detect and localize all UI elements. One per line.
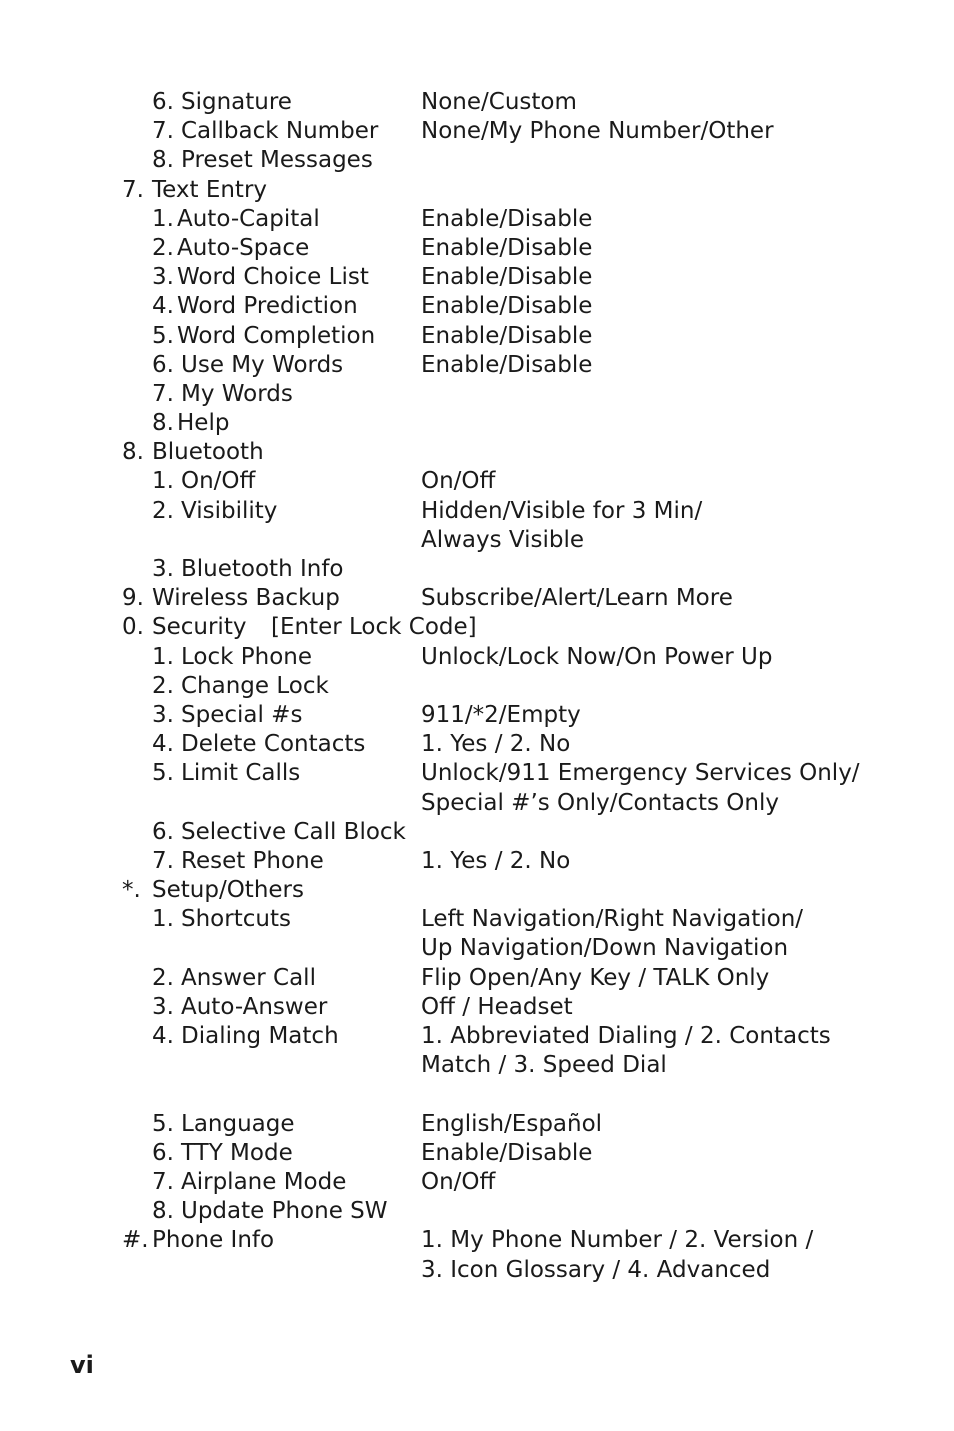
blank-row — [0, 1080, 954, 1109]
menu-item-number: 6. — [152, 1139, 174, 1166]
menu-item-label: Auto-Space — [177, 234, 310, 261]
menu-item-number: 7. — [152, 118, 174, 145]
menu-item-label: Language — [181, 1110, 295, 1137]
menu-section-row — [0, 1226, 954, 1255]
menu-item-options: Unlock/911 Emergency Services Only/ — [421, 760, 860, 787]
menu-item-options: 911/*2/Empty — [421, 701, 581, 728]
menu-item-row — [0, 993, 954, 1022]
menu-item-number: 8. — [152, 147, 174, 174]
menu-item-label: Selective Call Block — [181, 818, 406, 845]
menu-item-options: On/Off — [421, 468, 496, 495]
menu-item-number: 5. — [152, 322, 174, 349]
menu-item-options: 1. My Phone Number / 2. Version / — [421, 1227, 814, 1254]
menu-item-row — [0, 701, 954, 730]
menu-item-row — [0, 643, 954, 672]
menu-item-row — [0, 292, 954, 321]
menu-item-options: 3. Icon Glossary / 4. Advanced — [421, 1256, 771, 1283]
menu-item-label: Auto-Answer — [181, 993, 328, 1020]
menu-item-label: My Words — [181, 380, 293, 407]
menu-item-label: Delete Contacts — [181, 731, 366, 758]
menu-item-options: None/My Phone Number/Other — [421, 118, 774, 145]
menu-item-number: 7. — [152, 847, 174, 874]
menu-item-row — [0, 467, 954, 496]
menu-item-number: *. — [122, 877, 141, 904]
menu-item-number: 2. — [152, 672, 174, 699]
menu-item-options: Match / 3. Speed Dial — [421, 1052, 667, 1079]
menu-item-options: Enable/Disable — [421, 293, 593, 320]
menu-item-number: 1. — [152, 643, 174, 670]
menu-item-options: Unlock/Lock Now/On Power Up — [421, 643, 773, 670]
menu-item-row — [0, 1110, 954, 1139]
menu-item-label: On/Off — [181, 468, 256, 495]
menu-item-label: Reset Phone — [181, 847, 324, 874]
menu-item-number: 8. — [152, 410, 174, 437]
menu-item-row — [0, 497, 954, 526]
menu-item-label: Bluetooth Info — [181, 556, 344, 582]
menu-item-number: 6. — [152, 89, 174, 115]
page-number: vi — [70, 1351, 94, 1379]
menu-item-number: 6. — [152, 818, 174, 845]
menu-item-options: English/Español — [421, 1110, 603, 1137]
menu-item-row — [0, 847, 954, 876]
menu-item-label: Update Phone SW — [181, 1198, 388, 1225]
menu-item-options: Special #’s Only/Contacts Only — [421, 789, 779, 816]
menu-item-number: 7. — [122, 176, 144, 203]
menu-item-row — [0, 964, 954, 993]
menu-item-row — [0, 322, 954, 351]
menu-item-label: Text Entry — [152, 176, 268, 203]
menu-item-label: Wireless Backup — [152, 585, 340, 612]
menu-item-label: Auto-Capital — [177, 205, 320, 232]
menu-item-label: Word Choice List — [177, 264, 369, 291]
menu-item-label: Special #s — [181, 701, 303, 728]
menu-item-label: Shortcuts — [181, 906, 291, 933]
menu-item-options: Flip Open/Any Key / TALK Only — [421, 964, 770, 991]
menu-item-label: Answer Call — [181, 964, 316, 991]
menu-item-number: 7. — [152, 380, 174, 407]
menu-section-row — [0, 584, 954, 613]
menu-item-row — [0, 730, 954, 759]
menu-item-number: 4. — [152, 731, 174, 758]
menu-item-row — [0, 351, 954, 380]
menu-item-options: Enable/Disable — [421, 234, 593, 261]
menu-item-options: On/Off — [421, 1168, 496, 1195]
menu-value-continuation — [0, 1051, 954, 1080]
menu-item-label: Preset Messages — [181, 147, 373, 174]
menu-item-label: Airplane Mode — [181, 1168, 347, 1195]
menu-item-note: [Enter Lock Code] — [271, 614, 477, 641]
menu-item-number: 1. — [152, 468, 174, 495]
menu-item-options: 1. Yes / 2. No — [421, 847, 571, 874]
menu-item-number: 4. — [152, 1023, 174, 1049]
menu-item-number: 2. — [152, 234, 174, 261]
menu-item-number: 8. — [152, 1198, 174, 1225]
menu-item-options: Always Visible — [421, 526, 585, 553]
menu-item-label: Lock Phone — [181, 643, 313, 670]
menu-item-row — [0, 409, 954, 438]
menu-item-row — [0, 759, 954, 788]
menu-item-options: Subscribe/Alert/Learn More — [421, 585, 733, 612]
menu-item-number: 2. — [152, 497, 174, 524]
menu-item-row — [0, 117, 954, 146]
menu-item-options: Hidden/Visible for 3 Min/ — [421, 497, 703, 524]
menu-item-row — [0, 205, 954, 234]
menu-item-number: 3. — [152, 556, 174, 582]
menu-item-label: Signature — [181, 89, 292, 115]
menu-item-options: Left Navigation/Right Navigation/ — [421, 906, 804, 933]
menu-item-row — [0, 1022, 954, 1051]
menu-item-label: Change Lock — [181, 672, 329, 699]
menu-item-row — [0, 1139, 954, 1168]
menu-item-label: Setup/Others — [152, 877, 304, 904]
menu-item-number: 9. — [122, 585, 144, 612]
menu-item-label: Security — [152, 614, 247, 641]
menu-item-options: Off / Headset — [421, 993, 573, 1020]
menu-item-row — [0, 263, 954, 292]
menu-item-row — [0, 905, 954, 934]
menu-item-row — [0, 555, 954, 584]
menu-section-row — [0, 876, 954, 905]
menu-item-number: 4. — [152, 293, 174, 320]
menu-item-label: Limit Calls — [181, 760, 301, 787]
menu-item-label: Help — [177, 410, 230, 437]
menu-item-number: 5. — [152, 1110, 174, 1137]
menu-item-options: Enable/Disable — [421, 322, 593, 349]
menu-item-number: 7. — [152, 1168, 174, 1195]
menu-list — [0, 88, 954, 1285]
menu-item-label: TTY Mode — [181, 1139, 293, 1166]
menu-item-number: 0. — [122, 614, 144, 641]
menu-item-label: Use My Words — [181, 351, 344, 378]
menu-item-number: 3. — [152, 701, 174, 728]
menu-item-options: Up Navigation/Down Navigation — [421, 935, 789, 962]
menu-item-label: Visibility — [181, 497, 278, 524]
menu-item-options: None/Custom — [421, 89, 577, 115]
menu-item-row — [0, 234, 954, 263]
menu-item-number: 8. — [122, 439, 144, 466]
menu-item-label: Callback Number — [181, 118, 379, 145]
menu-item-number: 6. — [152, 351, 174, 378]
menu-item-options: Enable/Disable — [421, 1139, 593, 1166]
menu-item-row — [0, 818, 954, 847]
menu-item-number: 2. — [152, 964, 174, 991]
menu-item-label: Phone Info — [152, 1227, 275, 1254]
menu-item-row — [0, 88, 954, 117]
menu-item-options: 1. Abbreviated Dialing / 2. Contacts — [421, 1023, 831, 1049]
menu-item-options: 1. Yes / 2. No — [421, 731, 571, 758]
menu-item-label: Bluetooth — [152, 439, 264, 466]
menu-item-number: 3. — [152, 993, 174, 1020]
menu-item-row — [0, 146, 954, 175]
menu-value-continuation — [0, 934, 954, 963]
menu-item-options: Enable/Disable — [421, 351, 593, 378]
menu-item-options: Enable/Disable — [421, 205, 593, 232]
menu-item-label: Word Completion — [177, 322, 376, 349]
menu-item-number: 5. — [152, 760, 174, 787]
menu-item-row — [0, 1168, 954, 1197]
menu-item-options: Enable/Disable — [421, 264, 593, 291]
menu-item-number: 1. — [152, 906, 174, 933]
menu-item-number: #. — [122, 1227, 149, 1254]
menu-item-number: 3. — [152, 264, 174, 291]
menu-item-row — [0, 380, 954, 409]
menu-section-row — [0, 613, 954, 642]
menu-item-number: 1. — [152, 205, 174, 232]
menu-item-label: Dialing Match — [181, 1023, 339, 1049]
menu-item-label: Word Prediction — [177, 293, 358, 320]
menu-item-row — [0, 672, 954, 701]
menu-item-row — [0, 1197, 954, 1226]
menu-value-continuation — [0, 526, 954, 555]
menu-section-row — [0, 176, 954, 205]
menu-value-continuation — [0, 789, 954, 818]
menu-value-continuation — [0, 1256, 954, 1285]
menu-section-row — [0, 438, 954, 467]
